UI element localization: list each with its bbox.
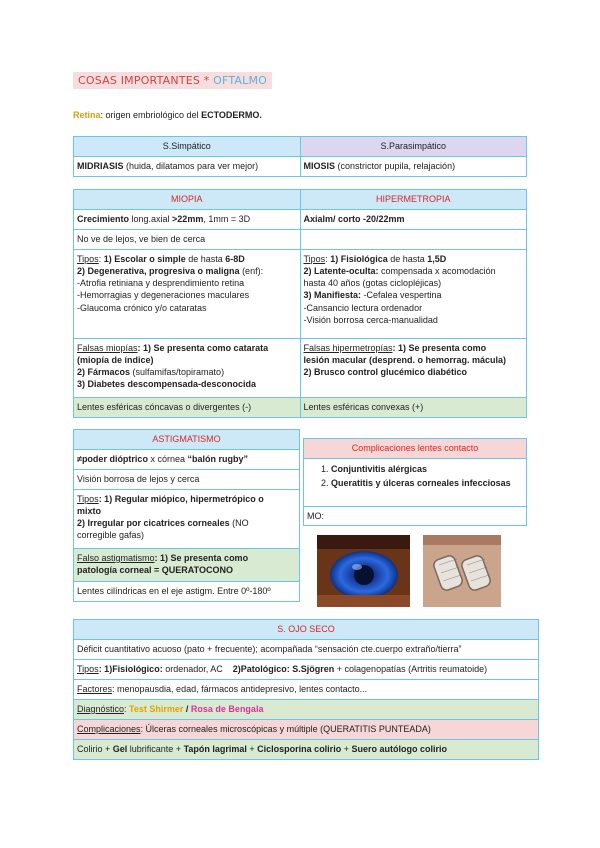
- title-main: COSAS IMPORTANTES *: [78, 74, 214, 87]
- lc-item-1: 1. Conjuntivitis alérgicas: [331, 463, 523, 475]
- header-ojo-seco: S. OJO SECO: [74, 620, 539, 640]
- header-lentes-contacto: Complicaciones lentes contacto: [304, 439, 527, 459]
- refraction-table: [73, 189, 527, 418]
- lc-item-2: 2. Queratitis y úlceras corneales infecciosas: [331, 477, 523, 489]
- ojo-complicaciones: Complicaciones: Úlceras corneales microscópicas y múltiple (QUERATITIS PUNTEADA): [74, 720, 539, 740]
- lentes-contacto-table: [303, 438, 527, 526]
- astig-tipos: Tipos: 1) Regular miópico, hipermetrópico o mixto 2) Irregular por cicatrices corneales (NO corregible gafas): [74, 490, 300, 549]
- astig-poder: ≠poder dióptrico x córnea “balón rugby”: [74, 450, 300, 470]
- title-topic: OFTALMO: [213, 74, 268, 87]
- header-hipermetropia: HIPERMETROPIA: [300, 190, 527, 210]
- ojo-diagnostico: Diagnóstico: Test Shirmer / Rosa de Bengala: [74, 700, 539, 720]
- lc-list: [304, 459, 527, 507]
- header-astigmatismo: ASTIGMATISMO: [74, 430, 300, 450]
- ojo-tratamiento: Colirio + Gel lubrificante + Tapón lagrimal + Ciclosporina colirio + Suero autólogo colirio: [74, 740, 539, 760]
- cell-parasimpatico: MIOSIS (constrictor pupila, relajación): [300, 157, 527, 177]
- contact-lens-photo: [423, 535, 501, 607]
- page-title: [73, 72, 272, 89]
- miopia-lentes: Lentes esféricas cóncavas o divergentes (-): [74, 398, 301, 418]
- hiper-axial: Axialm/ corto -20/22mm: [300, 210, 527, 230]
- hiper-lentes: Lentes esféricas convexas (+): [300, 398, 527, 418]
- autonomic-table: [73, 136, 527, 177]
- astig-falso: Falso astigmatismo: 1) Se presenta como patología corneal = QUERATOCONO: [74, 549, 300, 582]
- ojo-tipos: Tipos: 1)Fisiológico: ordenador, AC 2)Patológico: S.Sjögren + colagenopatías (Artritis reumatoide): [74, 660, 539, 680]
- header-parasimpatico: S.Parasimpático: [300, 137, 527, 157]
- hiper-falsas: Falsas hipermetropías: 1) Se presenta como lesión macular (desprend. o hemorrag. mácula) 2) Brusco control glucémico diabético: [300, 339, 527, 398]
- ojo-deficit: Déficit cuantitativo acuoso (pato + frecuente); acompañada “sensación cte.cuerpo extraño/tierra”: [74, 640, 539, 660]
- ojo-seco-table: [73, 619, 539, 760]
- eye-fluorescein-photo: [317, 535, 410, 607]
- astigmatismo-table: [73, 429, 300, 602]
- astig-lentes: Lentes cilíndricas en el eje astigm. Entre 0º-180º: [74, 582, 300, 602]
- miopia-falsas: Falsas miopías: 1) Se presenta como catarata (miopía de índice) 2) Fármacos (sulfamifas/topiramato) 3) Diabetes descompensada-desconocida: [74, 339, 301, 398]
- hiper-tipos: Tipos: 1) Fisiológica de hasta 1,5D 2) Latente-oculta: compensada x acomodación hasta 40 años (gotas ciclopléjicas) 3) Manifiesta: -Cefalea vespertina -Cansancio lectura ordenador -Visión borrosa cerca-manualidad: [300, 250, 527, 339]
- miopia-growth: Crecimiento long.axial >22mm, 1mm = 3D: [74, 210, 301, 230]
- miopia-vision: No ve de lejos, ve bien de cerca: [74, 230, 301, 250]
- miopia-tipos: Tipos: 1) Escolar o simple de hasta 6-8D 2) Degenerativa, progresiva o maligna (enf): -Atrofia retiniana y desprendimiento retina -Hemorragias y degeneraciones maculares -Glaucoma crónico y/o cataratas: [74, 250, 301, 339]
- ojo-factores: Factores: menopausdia, edad, fármacos antidepresivo, lentes contacto...: [74, 680, 539, 700]
- header-miopia: MIOPIA: [74, 190, 301, 210]
- hiper-vision-empty: [300, 230, 527, 250]
- astig-vision: Visión borrosa de lejos y cerca: [74, 470, 300, 490]
- lc-mo: MO:: [304, 507, 527, 526]
- header-simpatico: S.Simpático: [74, 137, 301, 157]
- cell-simpatico: MIDRIASIS (huida, dilatamos para ver mejor): [74, 157, 301, 177]
- retina-note: Retina: origen embriológico del ECTODERMO.: [73, 110, 262, 120]
